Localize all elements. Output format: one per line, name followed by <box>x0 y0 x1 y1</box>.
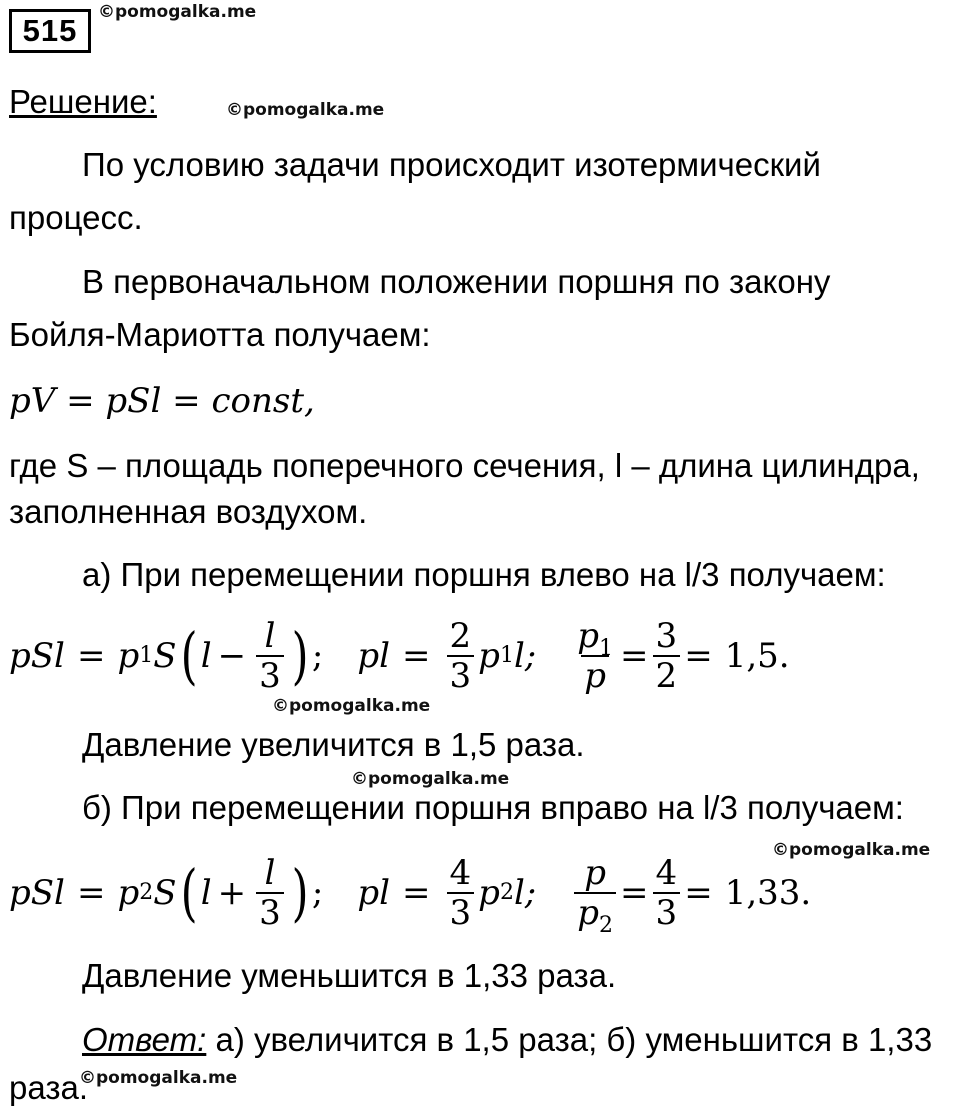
formula-b-value: 1,33. <box>724 873 812 913</box>
formula-b-semicolon: ; <box>311 873 324 913</box>
fraction-l-over-3 <box>256 617 284 695</box>
fraction-denominator: 3 <box>256 892 284 932</box>
formula-a-p1: p <box>478 636 500 676</box>
fraction-denominator: 3 <box>447 892 475 932</box>
fraction-numerator: l <box>264 853 276 893</box>
problem-number: 515 <box>9 9 91 53</box>
answer-text: а) увеличится в 1,5 раза; б) уменьшится в 1,33 <box>206 1021 933 1058</box>
formula-a-l2: l; <box>513 636 537 676</box>
formula-a-lhs: pSl <box>9 636 65 676</box>
formula-a-pl: pl <box>357 636 391 676</box>
formula-b-eq3: = <box>620 873 649 913</box>
paragraph-1-line-2: процесс. <box>9 199 143 236</box>
formula-a-p: p <box>117 636 140 676</box>
watermark: ©pomogalka.me <box>79 1068 238 1088</box>
case-a-result: Давление увеличится в 1,5 раза. <box>82 726 585 763</box>
fraction-denominator: 2 <box>653 655 681 695</box>
answer-line-2: раза. <box>9 1069 88 1106</box>
formula-b-lhs: pSl <box>9 873 65 913</box>
formula-b-eq4: = <box>684 873 713 913</box>
formula-a-open-paren: ( <box>180 619 198 692</box>
fraction-denominator: p <box>581 655 609 695</box>
fraction-2-over-3 <box>447 617 475 695</box>
formula-a-l: l <box>200 636 212 676</box>
paragraph-3-line-1: где S – площадь поперечного сечения, l – длина цилиндра, <box>9 447 920 484</box>
formula-b-open-paren: ( <box>180 856 198 929</box>
formula-a-eq3: = <box>620 636 649 676</box>
case-b-intro: б) При перемещении поршня вправо на l/3 получаем: <box>82 789 904 826</box>
formula-a-eq2: = <box>402 636 431 676</box>
answer-line-1 <box>82 1020 932 1060</box>
fraction-denominator: $p_2$ <box>574 892 616 932</box>
fraction-denominator: 3 <box>653 892 681 932</box>
formula-b-l: l <box>200 873 212 913</box>
answer-label: Ответ: <box>82 1021 207 1058</box>
paragraph-1-line-1: По условию задачи происходит изотермический <box>82 146 821 183</box>
fraction-numerator: $p_1$ <box>577 616 614 661</box>
watermark: ©pomogalka.me <box>272 696 431 716</box>
formula-b-p: p <box>117 873 140 913</box>
watermark: ©pomogalka.me <box>98 2 257 22</box>
case-a-intro: а) При перемещении поршня влево на l/3 получаем: <box>82 556 886 593</box>
fraction-numerator: 2 <box>449 616 472 656</box>
fraction-numerator: 4 <box>449 853 472 893</box>
formula-case-a: pSl = p 1 S ( l − $\frac{l}{3}$ ) ; pl = $\frac{2}{3}$ p 1 l; $\frac{p_1}{p}$ = $\frac{3}{2}$ = 1,5. <box>9 616 790 696</box>
formula-a-eq4: = <box>684 636 713 676</box>
formula-b-close-paren: ) <box>291 856 309 929</box>
fraction-numerator: p <box>584 853 607 893</box>
case-b-result: Давление уменьшится в 1,33 раза. <box>82 957 617 994</box>
paragraph-3-line-2: заполненная воздухом. <box>9 493 368 530</box>
paragraph-2-line-1: В первоначальном положении поршня по закону <box>82 263 831 300</box>
fraction-p-over-p2 <box>574 853 616 938</box>
watermark: ©pomogalka.me <box>351 769 510 789</box>
watermark: ©pomogalka.me <box>772 840 931 860</box>
formula-b-pl: pl <box>357 873 391 913</box>
formula-a-S: S <box>153 636 177 676</box>
formula-a-value: 1,5. <box>724 636 790 676</box>
formula-b-eq2: = <box>402 873 431 913</box>
formula-a-semicolon: ; <box>311 636 324 676</box>
fraction-denominator: 3 <box>447 655 475 695</box>
formula-b-plus: + <box>217 873 247 913</box>
formula-a-close-paren: ) <box>291 619 309 692</box>
fraction-3-over-2 <box>653 617 681 695</box>
formula-b-eq: = <box>76 873 106 913</box>
fraction-numerator: 3 <box>655 616 678 656</box>
watermark: ©pomogalka.me <box>226 100 385 120</box>
fraction-numerator: l <box>264 616 276 656</box>
fraction-l-over-3 <box>256 854 284 932</box>
paragraph-2-line-2: Бойля-Мариотта получаем: <box>9 316 431 353</box>
formula-b-l2: l; <box>513 873 537 913</box>
fraction-numerator: 4 <box>655 853 678 893</box>
fraction-4-over-3-result <box>653 854 681 932</box>
formula-a-minus: − <box>217 636 247 676</box>
fraction-denominator: 3 <box>256 655 284 695</box>
formula-b-S: S <box>153 873 177 913</box>
solution-heading: Решение: <box>9 83 157 120</box>
formula-b-p2: p <box>478 873 500 913</box>
formula-a-eq: = <box>76 636 106 676</box>
boyle-mariotte-formula: pV = pSl = const, <box>9 381 315 421</box>
fraction-4-over-3 <box>447 854 475 932</box>
fraction-p1-over-p <box>574 617 616 695</box>
formula-case-b: pSl = p 2 S ( l + $\frac{l}{3}$ ) ; pl = $\frac{4}{3}$ p 2 l; $\frac{p}{p_2}$ = $\frac{4}{3}$ = 1,33. <box>9 853 812 938</box>
